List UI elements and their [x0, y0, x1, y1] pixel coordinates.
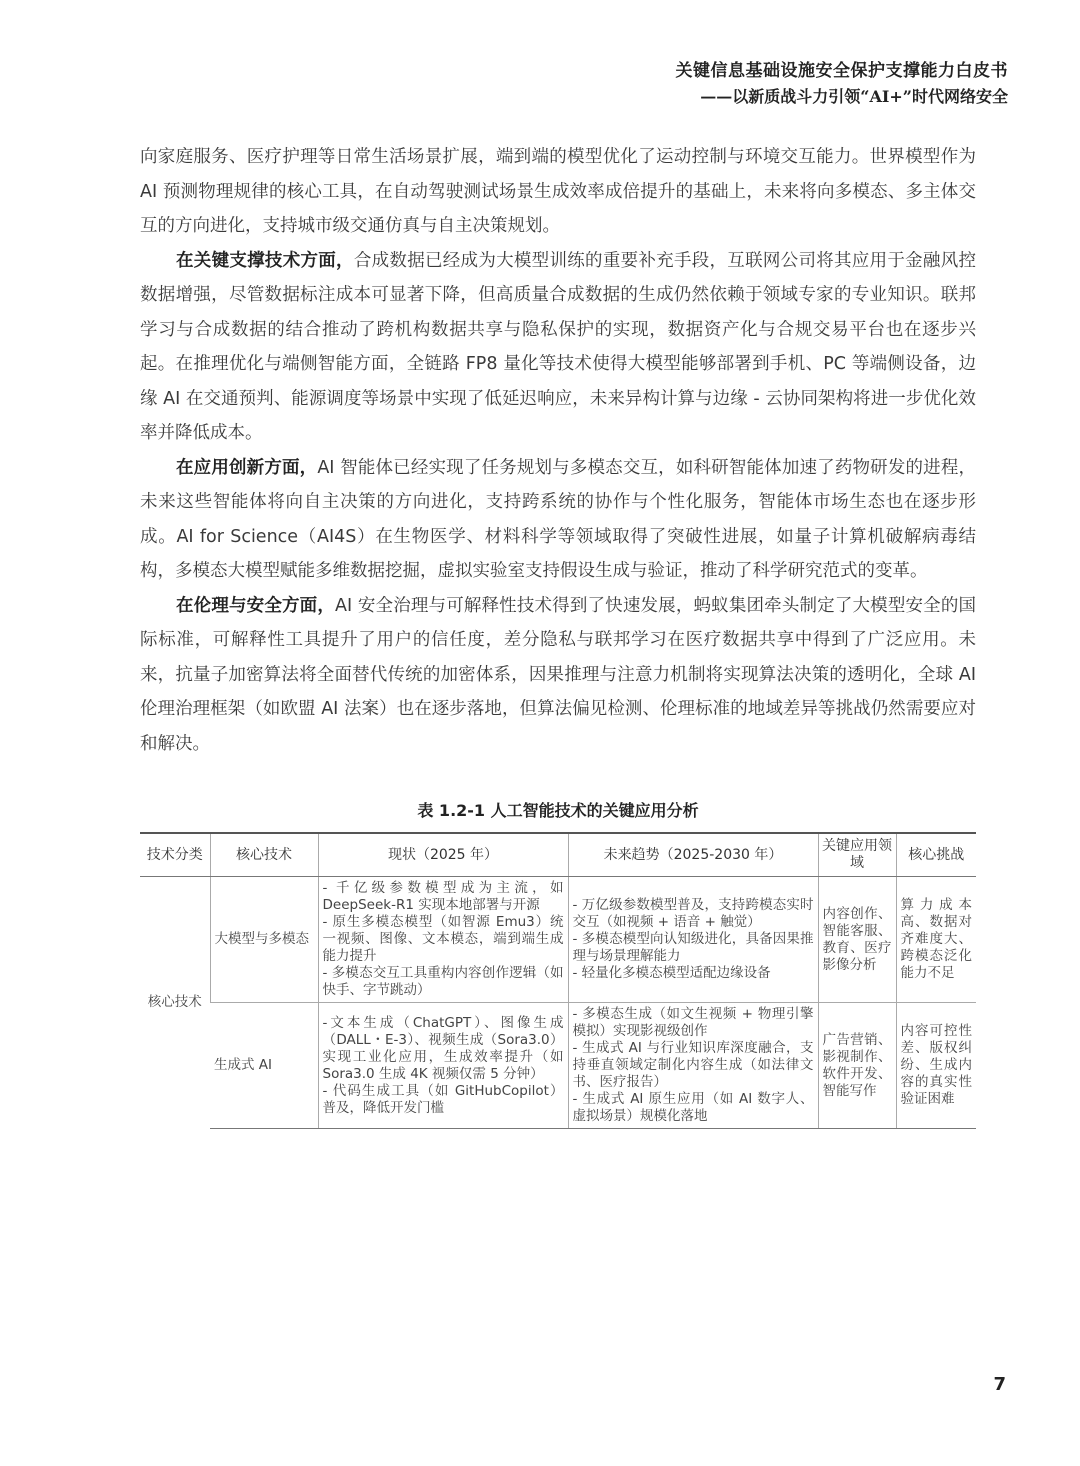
category-cell: 核心技术	[140, 877, 210, 1129]
paragraph-4-lead: 在伦理与安全方面，	[176, 595, 335, 616]
trend-line: - 多模态模型向认知级进化，具备因果推理与场景理解能力	[572, 931, 814, 964]
trend-line: - 生成式 AI 原生应用（如 AI 数字人、虚拟场景）规模化落地	[572, 1091, 814, 1124]
table-header: 核心挑战	[896, 833, 976, 877]
paragraph-1: 向家庭服务、医疗护理等日常生活场景扩展，端到端的模型优化了运动控制与环境交互能力。世界模型作为 AI 预测物理规律的核心工具，在自动驾驶测试场景生成效率成倍提升的基础上，未来将向多模态、多主体交互的方向进化，支持城市级交通仿真与自主决策规划。	[140, 147, 976, 236]
table-header: 核心技术	[210, 833, 318, 877]
header-title: 关键信息基础设施安全保护支撑能力白皮书	[675, 61, 1008, 81]
status-line: - 原生多模态模型（如智源 Emu3）统一视频、图像、文本模态，端到端生成能力提升	[322, 914, 564, 964]
status-cell	[318, 877, 568, 1003]
tech-cell: 生成式 AI	[210, 1003, 318, 1129]
paragraph-3-text: AI 智能体已经实现了任务规划与多模态交互，如科研智能体加速了药物研发的进程，未来这些智能体将向自主决策的方向进化，支持跨系统的协作与个性化服务，智能体市场生态也在逐步形成。AI for Science（AI4S）在生物医学、材料科学等领域取得了突破性进展，如量子计算机破解病毒结构，多模态大模型赋能多维数据挖掘，虚拟实验室支持假设生成与验证，推动了科学研究范式的变革。	[140, 457, 976, 581]
trend-line: - 多模态生成（如文生视频 + 物理引擎模拟）实现影视级创作	[572, 1006, 814, 1039]
paragraph-2-lead: 在关键支撑技术方面，	[176, 250, 354, 271]
page-header	[676, 58, 1009, 110]
body-text	[140, 140, 976, 761]
table-header: 现状（2025 年）	[318, 833, 568, 877]
status-line: - 千亿级参数模型成为主流，如 DeepSeek-R1 实现本地部署与开源	[322, 880, 564, 913]
challenge-cell: 算力成本高、数据对齐难度大、跨模态泛化能力不足	[896, 877, 976, 1003]
trend-cell	[568, 877, 818, 1003]
paragraph-3	[140, 451, 976, 589]
table-header: 未来趋势（2025-2030 年）	[568, 833, 818, 877]
fields-cell: 广告营销、影视制作、软件开发、智能写作	[818, 1003, 896, 1129]
fields-cell: 内容创作、智能客服、教育、医疗影像分析	[818, 877, 896, 1003]
trend-line: - 万亿级参数模型普及，支持跨模态实时交互（如视频 + 语音 + 触觉）	[572, 897, 814, 930]
status-line: - 代码生成工具（如 GitHubCopilot）普及，降低开发门槛	[322, 1082, 564, 1116]
paragraph-3-lead: 在应用创新方面，	[176, 457, 318, 478]
status-line: -文本生成（ChatGPT）、图像生成（DALL・E-3）、视频生成（Sora3.0）实现工业化应用，生成效率提升（如 Sora3.0 生成 4K 视频仅需 5 分钟）	[322, 1014, 564, 1082]
tech-cell: 大模型与多模态	[210, 877, 318, 1003]
paragraph-4-text: AI 安全治理与可解释性技术得到了快速发展，蚂蚁集团牵头制定了大模型安全的国际标准，可解释性工具提升了用户的信任度，差分隐私与联邦学习在医疗数据共享中得到了广泛应用。未来，抗量子加密算法将全面替代传统的加密体系，因果推理与注意力机制将实现算法决策的透明化，全球 AI 伦理治理框架（如欧盟 AI 法案）也在逐步落地，但算法偏见检测、伦理标准的地域差异等挑战仍然需要应对和解决。	[140, 595, 976, 754]
status-line: - 多模态交互工具重构内容创作逻辑（如快手、字节跳动）	[322, 965, 564, 998]
paragraph-2-text: 合成数据已经成为大模型训练的重要补充手段，互联网公司将其应用于金融风控数据增强，尽管数据标注成本可显著下降，但高质量合成数据的生成仍然依赖于领域专家的专业知识。联邦学习与合成数据的结合推动了跨机构数据共享与隐私保护的实现，数据资产化与合规交易平台也在逐步兴起。在推理优化与端侧智能方面，全链路 FP8 量化等技术使得大模型能够部署到手机、PC 等端侧设备，边缘 AI 在交通预判、能源调度等场景中实现了低延迟响应，未来异构计算与边缘 - 云协同架构将进一步优化效率并降低成本。	[140, 250, 977, 443]
table-header: 技术分类	[140, 833, 210, 877]
trend-line: - 轻量化多模态模型适配边缘设备	[572, 965, 771, 981]
table-header-row	[140, 833, 976, 877]
trend-line: - 生成式 AI 与行业知识库深度融合，支持垂直领域定制化内容生成（如法律文书、医疗报告）	[572, 1040, 814, 1090]
table-header: 关键应用领域	[818, 833, 896, 877]
paragraph-2	[140, 244, 976, 451]
analysis-table	[140, 832, 976, 1129]
header-subtitle: ——以新质战斗力引领“AI+”时代网络安全	[700, 87, 1008, 106]
table-row	[140, 877, 976, 1003]
challenge-cell: 内容可控性差、版权纠纷、生成内容的真实性验证困难	[896, 1003, 976, 1129]
trend-cell	[568, 1003, 818, 1129]
table-caption: 表 1.2-1 人工智能技术的关键应用分析	[417, 801, 699, 820]
paragraph-4	[140, 589, 976, 762]
status-cell	[318, 1003, 568, 1129]
table-row	[140, 1003, 976, 1129]
page-number: 7	[993, 1374, 1006, 1395]
